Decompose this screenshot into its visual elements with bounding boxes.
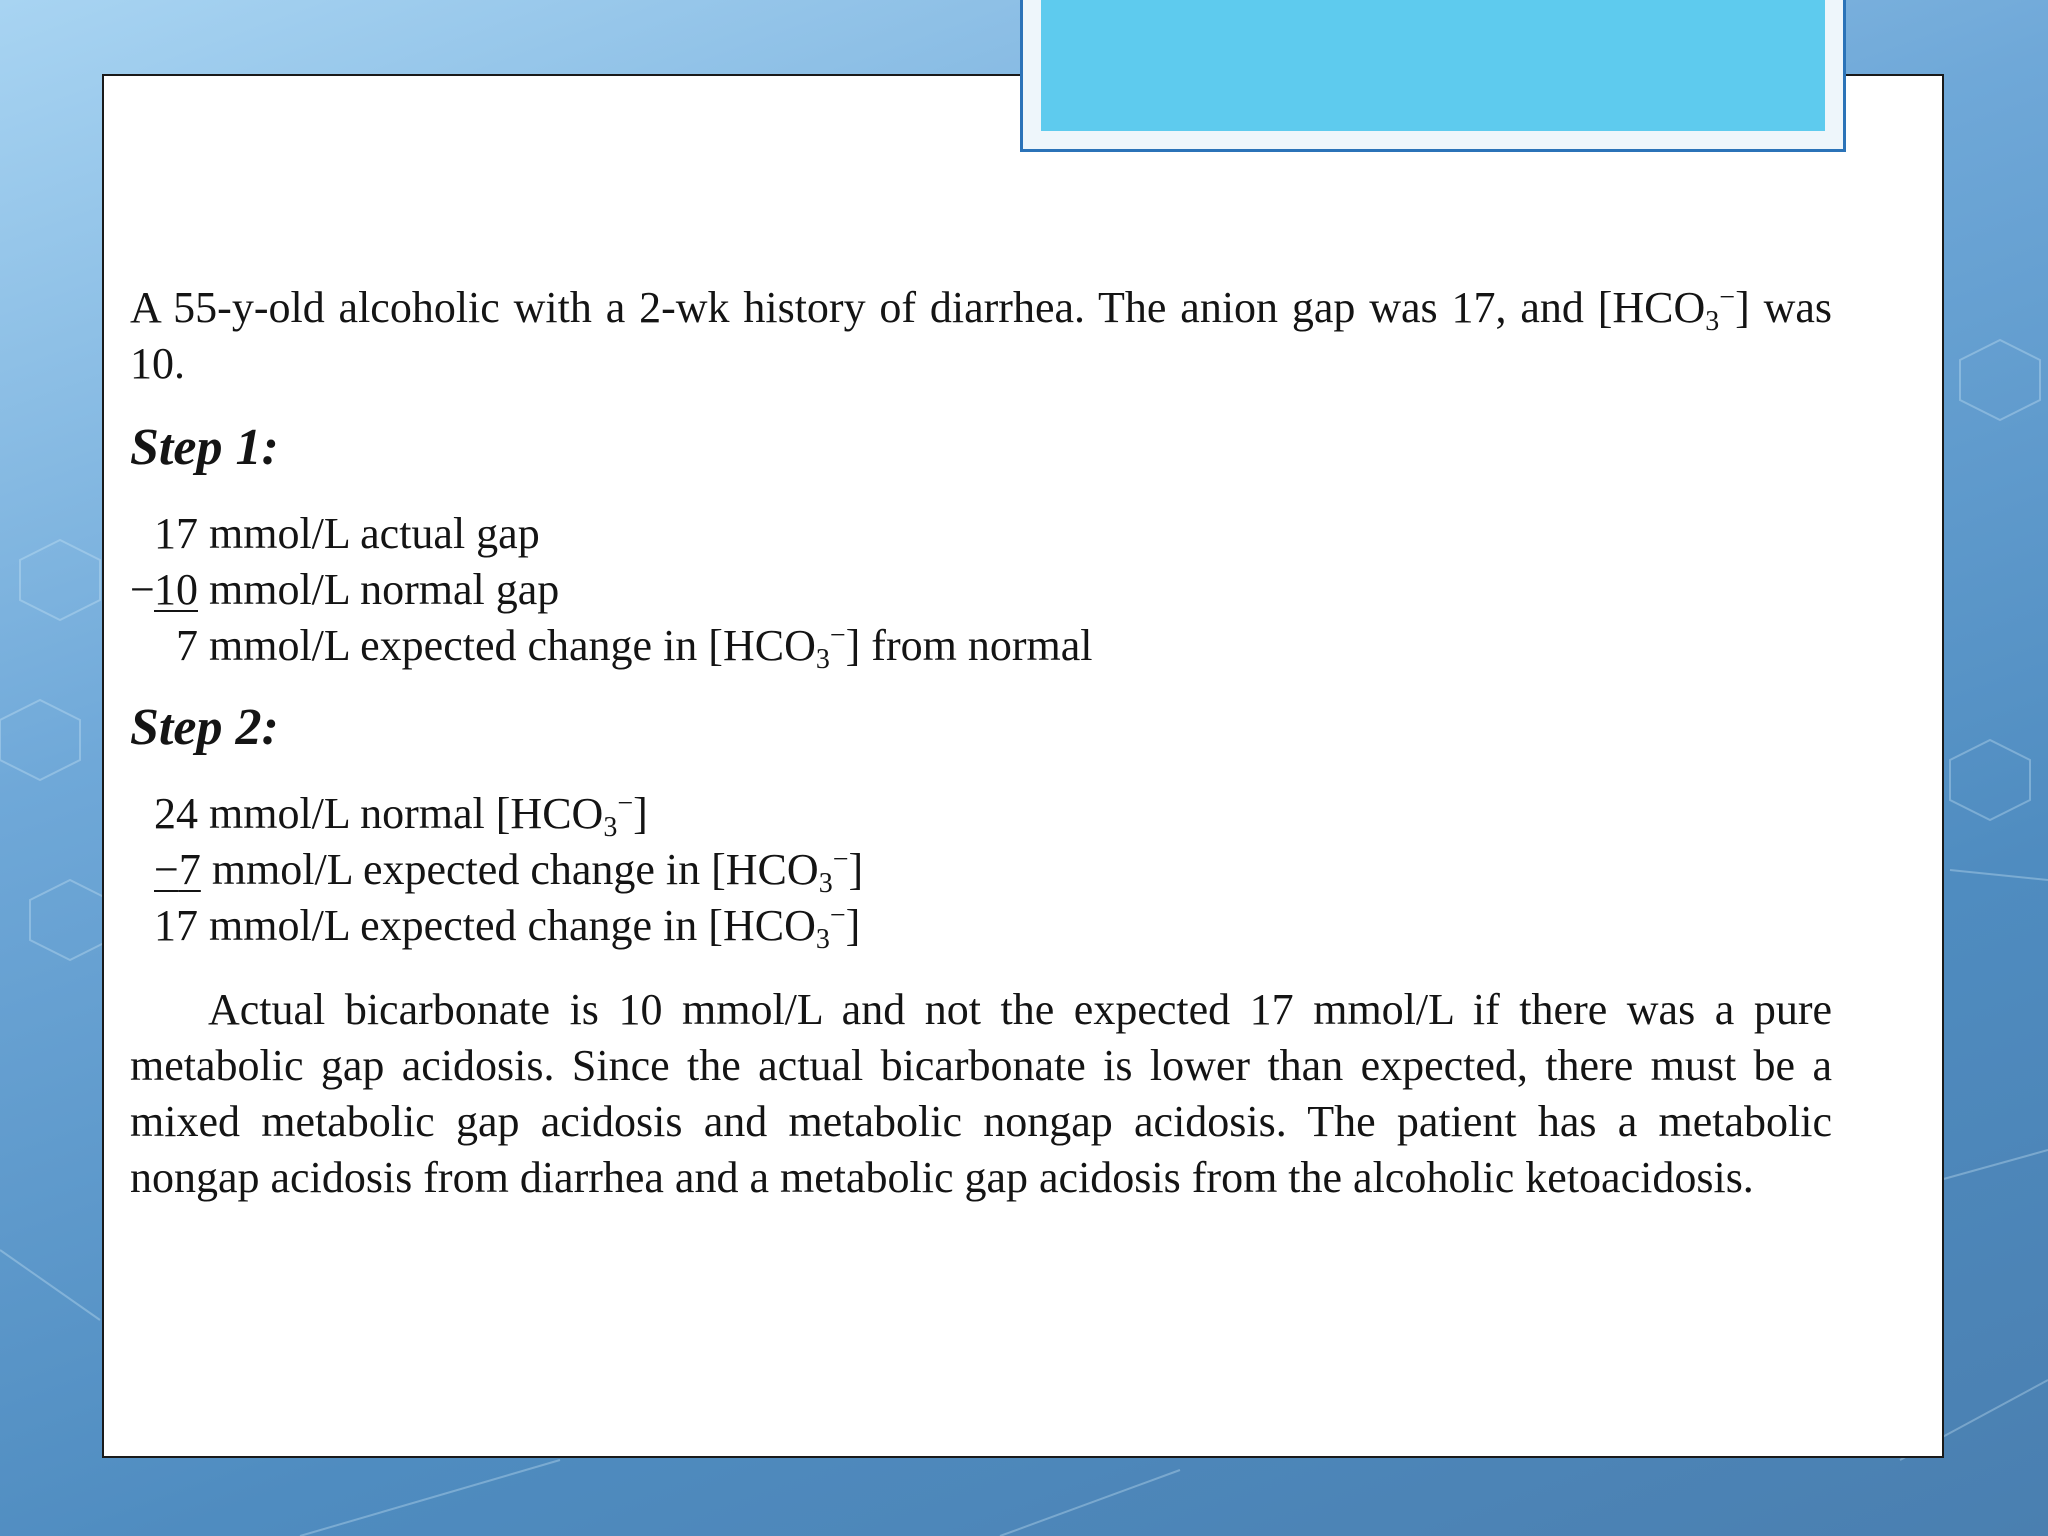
step2-row-3-post: ] [845,901,861,950]
step2-row-1-subscript: 3 [603,812,618,843]
step2-row-3 [130,898,1832,954]
step1-row-3-superscript: − [829,620,846,651]
step1-row-1 [130,506,1832,562]
step2-row-1-post: ] [633,789,648,838]
case-line1-subscript: 3 [1705,306,1720,337]
step1-row-1-number: 17 [154,509,198,558]
step2-row-1-superscript: − [617,788,634,819]
step2-row-2-number: 7 [178,845,201,894]
title-placeholder-fill [1041,0,1825,131]
step2-row-1 [130,786,1832,842]
step1-row-2-sign: − [130,565,155,614]
step1-row-1-text: mmol/L actual gap [198,509,540,558]
conclusion-paragraph [130,982,1832,1206]
case-line2-text: was 10. [130,283,1833,388]
step2-row-2 [130,842,1832,898]
step2-row-2-text: mmol/L expected change in [HCO [200,845,819,894]
case-line1-superscript: − [1719,282,1736,313]
step1-row-3-subscript: 3 [815,644,830,675]
case-statement [130,280,1832,392]
step1-row-3 [130,618,1832,674]
step2-row-2-post: ] [848,845,864,894]
step1-heading: Step 1: [130,419,279,476]
step2-row-2-sign: − [154,845,179,894]
step2-row-1-number: 24 [154,789,198,838]
step2-row-3-superscript: − [829,900,846,931]
step2-row-3-text: mmol/L expected change in [HCO [198,901,816,950]
step1-row-3-text: mmol/L expected change in [HCO [198,621,816,670]
step2-row-3-number: 17 [154,901,198,950]
conclusion-text: Actual bicarbonate is 10 mmol/L and not the expected 17 mmol/L if there was a pure metabolic gap acidosis. Since the actual bicarbonate is lower than expected, there must be a mixed metabolic gap acidosis and metabolic nongap acidosis. The patient has a metabolic nongap acidosis from diarrhea and a metabolic gap acidosis from the alcoholic ketoacidosis. [130,985,1832,1202]
step1-row-2 [130,562,1832,618]
step1-row-2-number: 10 [154,565,198,614]
case-line1-text: A 55-y-old alcoholic with a 2-wk history of diarrhea. The anion gap was 17, and [HCO [130,283,1706,332]
step2-heading: Step 2: [130,699,279,756]
title-placeholder-tab [1020,0,1846,152]
step2-row-2-subscript: 3 [818,868,833,899]
step1-row-2-text: mmol/L normal gap [198,565,560,614]
step1-row-3-number: 7 [176,621,198,670]
step1-row-3-post: ] from normal [845,621,1093,670]
step2-row-3-subscript: 3 [815,924,830,955]
case-line1-close: ] [1735,283,1750,332]
step2-row-1-text: mmol/L normal [HCO [198,789,604,838]
step2-row-2-superscript: − [832,844,849,875]
